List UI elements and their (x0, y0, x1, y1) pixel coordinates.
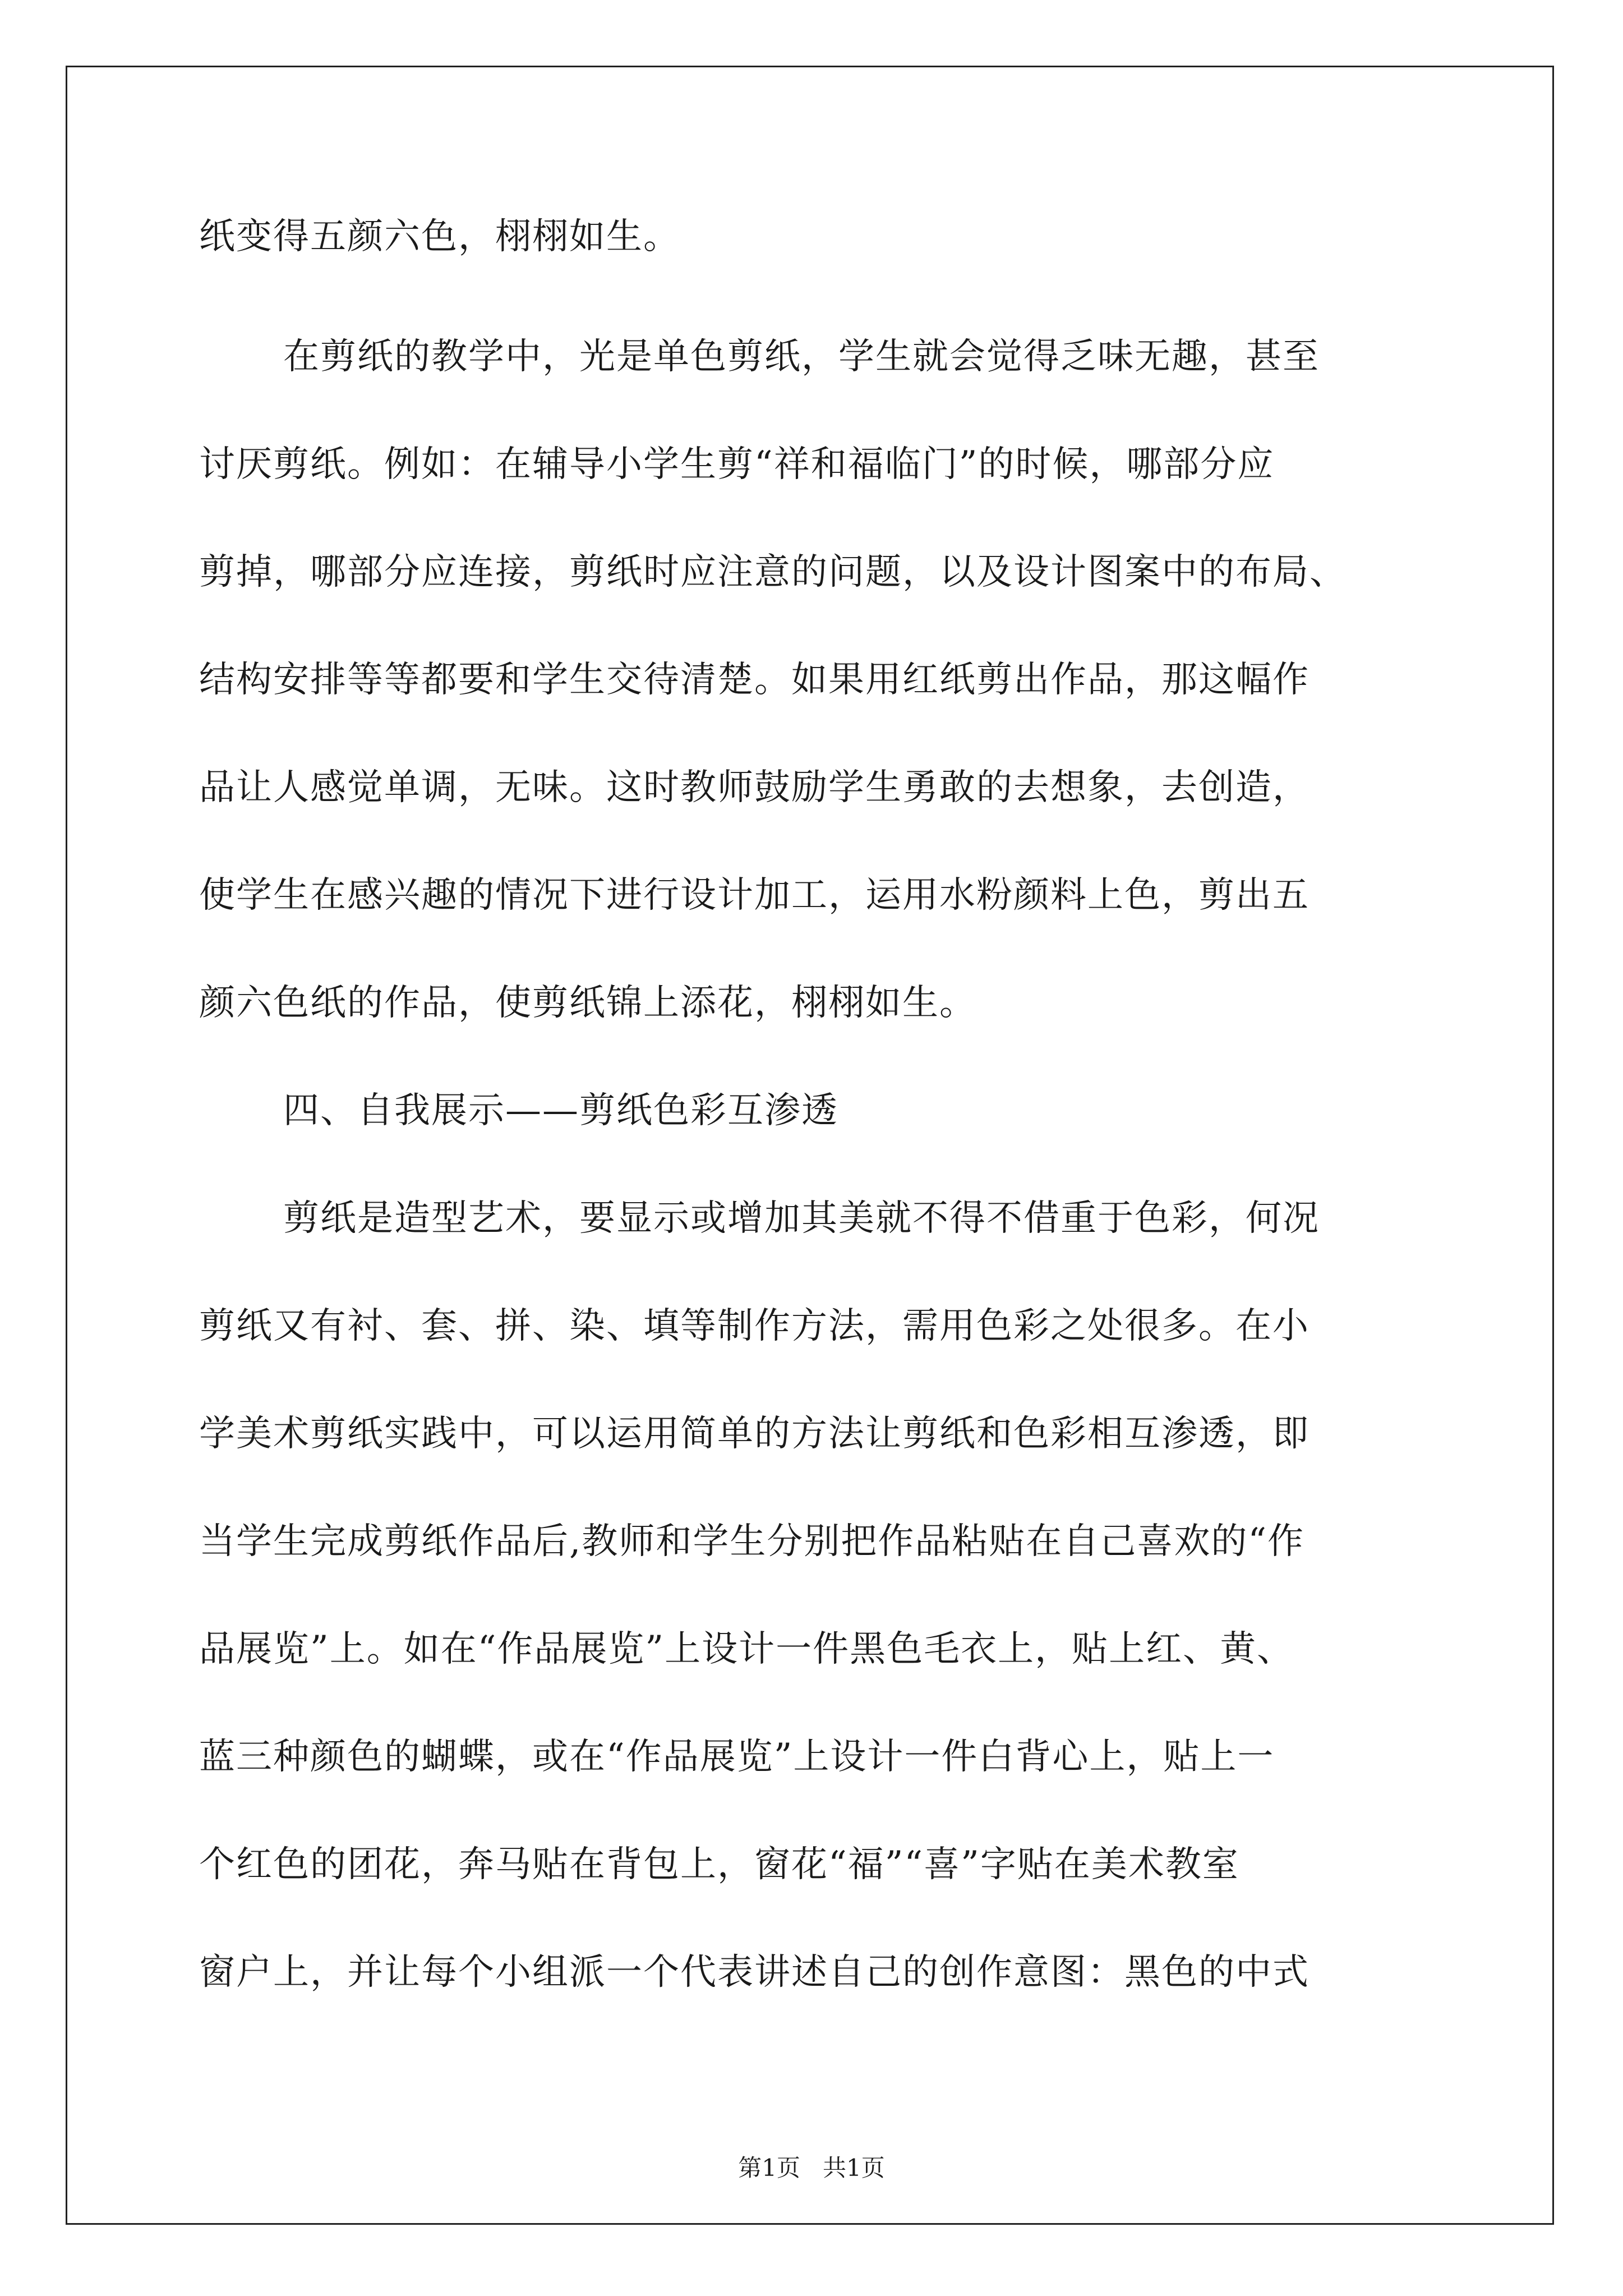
text-line: 学美术剪纸实践中，可以运用简单的方法让剪纸和色彩相互渗透，即 (199, 1413, 1310, 1455)
text-line: 颜六色纸的作品，使剪纸锦上添花，栩栩如生。 (199, 982, 976, 1024)
text-line: 讨厌剪纸。例如：在辅导小学生剪“祥和福临门”的时候，哪部分应 (199, 444, 1275, 485)
text-line: 当学生完成剪纸作品后,教师和学生分别把作品粘贴在自己喜欢的“作 (199, 1521, 1305, 1562)
page-border (66, 66, 1554, 2225)
text-line: 结构安排等等都要和学生交待清楚。如果用红纸剪出作品，那这幅作 (199, 659, 1310, 701)
text-line: 窗户上，并让每个小组派一个代表讲述自己的创作意图：黑色的中式 (199, 1952, 1310, 1993)
paragraph-first-line: 剪纸是造型艺术，要显示或增加其美就不得不借重于色彩，何况 (283, 1198, 1320, 1239)
section-heading: 四、自我展示——剪纸色彩互渗透 (283, 1090, 838, 1131)
paragraph-first-line: 在剪纸的教学中，光是单色剪纸，学生就会觉得乏味无趣，甚至 (283, 336, 1320, 378)
text-line: 品让人感觉单调，无味。这时教师鼓励学生勇敢的去想象，去创造， (199, 767, 1310, 808)
text-line: 个红色的团花，奔马贴在背包上，窗花“福”“喜”字贴在美术教室 (199, 1844, 1239, 1885)
text-line: 使学生在感兴趣的情况下进行设计加工，运用水粉颜料上色，剪出五 (199, 875, 1310, 916)
page-number-footer: 第1页 共1页 (738, 2154, 885, 2182)
text-line: 纸变得五颜六色，栩栩如生。 (199, 216, 680, 257)
text-line: 品展览”上。如在“作品展览”上设计一件黑色毛衣上，贴上红、黄、 (199, 1628, 1294, 1670)
text-line: 剪纸又有衬、套、拼、染、填等制作方法，需用色彩之处很多。在小 (199, 1305, 1310, 1347)
text-line: 剪掉，哪部分应连接，剪纸时应注意的问题，以及设计图案中的布局、 (199, 551, 1347, 593)
text-line: 蓝三种颜色的蝴蝶，或在“作品展览”上设计一件白背心上，贴上一 (199, 1736, 1275, 1778)
